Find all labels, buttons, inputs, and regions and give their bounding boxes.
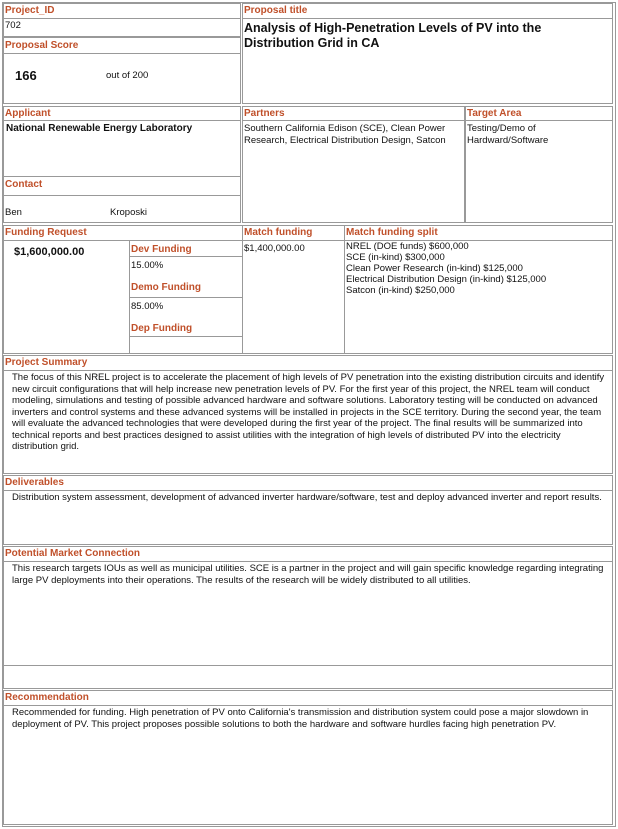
target-area-value: Testing/Demo of Hardward/Software: [467, 123, 549, 146]
funding-row-box: [3, 225, 613, 354]
match-funding-label: Match funding: [244, 227, 313, 238]
dev-funding-value: 15.00%: [131, 260, 164, 271]
market-value: This research targets IOUs as well as municipal utilities. SCE is a partner in the project and will gain specific knowledge regarding integrating large PV deployments into their operations. The results of the research will be widely distributed to all utilities.: [12, 563, 604, 586]
project-id-label: Project_ID: [5, 5, 55, 16]
match-split-line-1: NREL (DOE funds) $600,000: [346, 241, 469, 252]
proposal-score-out-of: out of 200: [106, 70, 149, 81]
deliverables-value: Distribution system assessment, development of advanced inverter hardware/software, test and deploy advanced inverter and report results.: [12, 492, 602, 503]
contact-first-name: Ben: [5, 207, 22, 218]
dev-funding-label: Dev Funding: [131, 244, 192, 255]
recommendation-value: Recommended for funding. High penetration of PV onto California's transmission and distribution system could pose a major slowdown in deployment of PV. This project proposes possible solutions to both the hardware and software hurdles facing high penetration PV.: [12, 707, 589, 730]
proposal-score-label: Proposal Score: [5, 40, 79, 51]
funding-request-label: Funding Request: [5, 227, 87, 238]
proposal-title-label: Proposal title: [244, 5, 308, 16]
contact-label: Contact: [5, 179, 43, 190]
partners-label: Partners: [244, 108, 285, 119]
match-split-line-4: Electrical Distribution Design (in-kind) $125,000: [346, 274, 547, 285]
demo-funding-value: 85.00%: [131, 301, 164, 312]
market-label: Potential Market Connection: [5, 548, 141, 559]
deliverables-label: Deliverables: [5, 477, 64, 488]
match-split-line-2: SCE (in-kind) $300,000: [346, 252, 445, 263]
match-split-label: Match funding split: [346, 227, 438, 238]
funding-request-value: $1,600,000.00: [14, 246, 85, 258]
applicant-label: Applicant: [5, 108, 51, 119]
dep-funding-label: Dep Funding: [131, 323, 193, 334]
summary-value: The focus of this NREL project is to accelerate the placement of high levels of PV penetration into the existing distribution circuits and identify new circuit configurations that will help increase new penetration levels of PV. For the first year of this project, the NREL team will conduct modeling, simulations and testing of possible advanced hardware and software solutions. Laboratory testing will be conducted on advanced inverters and control systems and these advanced systems will be installed in projects in the SCE territory. During the second year, the team will evaluate the advanced technologies that were developed during the first year of the project. The final results will be summarized into technical reports and best practices designed to assist utilities with the integration of high levels of distributed PV into the electricity distribution grid.: [12, 372, 605, 452]
match-split-line-3: Clean Power Research (in-kind) $125,000: [346, 263, 523, 274]
project-id-value: 702: [5, 20, 21, 31]
applicant-value: National Renewable Energy Laboratory: [6, 123, 193, 134]
recommendation-label: Recommendation: [5, 692, 89, 703]
demo-funding-label: Demo Funding: [131, 282, 201, 293]
partners-value: Southern California Edison (SCE), Clean Power Research, Electrical Distribution Design, Satcon: [244, 123, 446, 146]
match-funding-value: $1,400,000.00: [244, 243, 305, 254]
proposal-title-value: Analysis of High-Penetration Levels of PV into the Distribution Grid in CA: [244, 21, 542, 50]
deliverables-box: [3, 475, 613, 545]
contact-last-name: Kroposki: [110, 207, 147, 218]
proposal-score-value: 166: [15, 68, 37, 83]
match-split-line-5: Satcon (in-kind) $250,000: [346, 285, 455, 296]
target-area-label: Target Area: [467, 108, 522, 119]
summary-label: Project Summary: [5, 357, 88, 368]
